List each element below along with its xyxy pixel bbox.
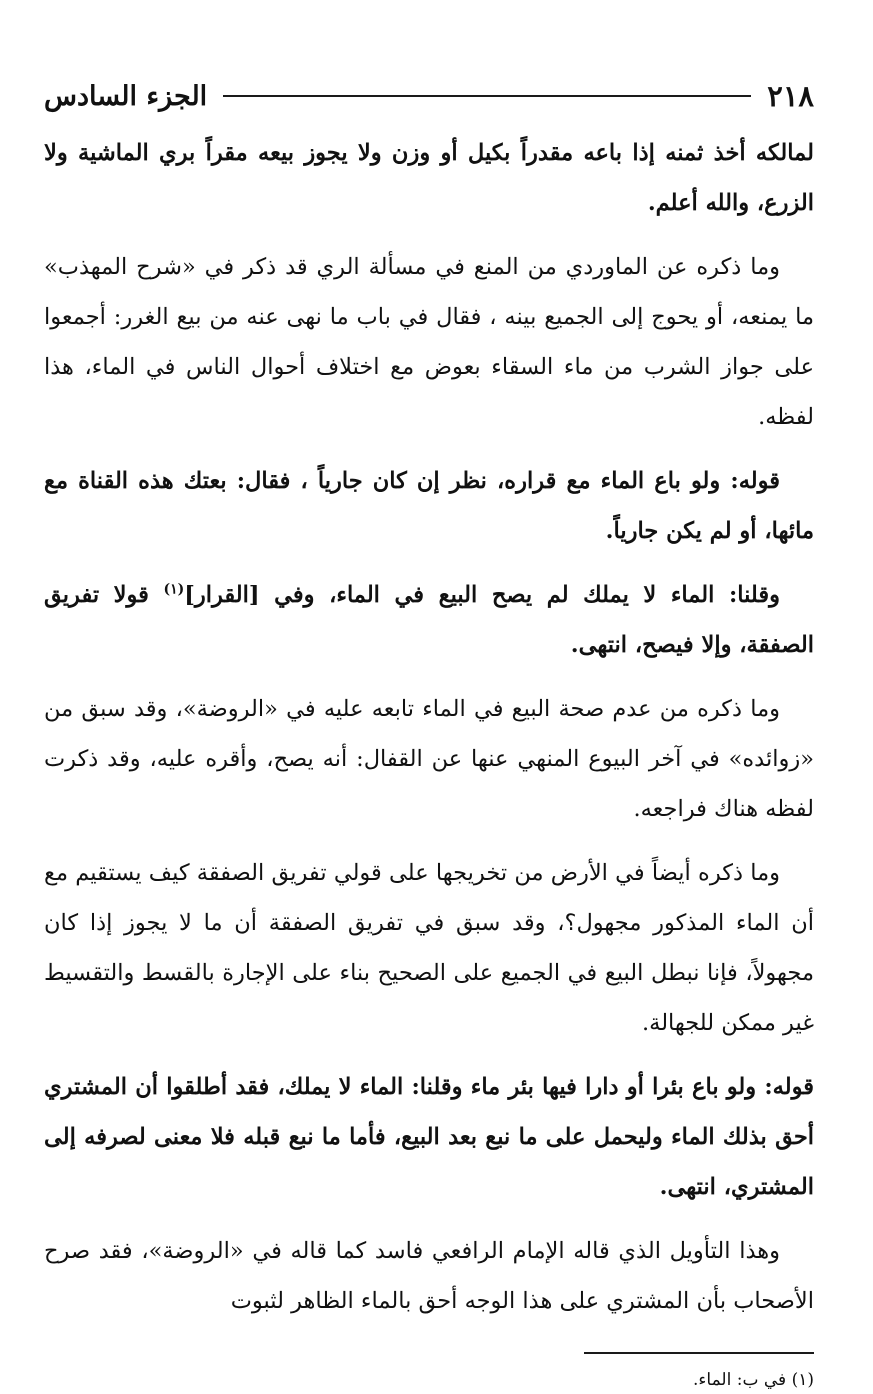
paragraph-7: قوله: ولو باع بئرا أو دارا فيها بئر ماء وقلنا: الماء لا يملك، فقد أطلقوا أن المشتري أحق بذلك الماء وليحمل على ما نبع بعد البيع، فأما ما نبع قبله فلا معنى لصرفه إلى المشتري، انتهى. <box>44 1074 814 1200</box>
paragraph-4-text-after: قولا تفريق الصفقة، وإلا فيصح، انتهى. <box>44 582 814 658</box>
page-number: ٢١٨ <box>767 78 814 113</box>
paragraph-4-text-before: وقلنا: الماء لا يملك لم يصح البيع في الماء، وفي [القرار] <box>184 582 780 608</box>
page-header <box>44 70 814 122</box>
footnote-rule <box>584 1352 814 1354</box>
paragraph-4 <box>44 570 814 670</box>
volume-title: الجزء السادس <box>44 80 208 112</box>
document-page <box>44 70 814 1390</box>
footnote: (١) في ب: الماء. <box>693 1370 814 1390</box>
paragraph-6: وما ذكره أيضاً في الأرض من تخريجها على قولي تفريق الصفقة كيف يستقيم مع أن الماء المذكور مجهول؟، وقد سبق في تفريق الصفقة أن ما لا يجوز إذا كان مجهولاً، فإنا نبطل البيع في الجميع على الصحيح بناء على الإجارة بالقسط والتقسيط غير ممكن للجهالة. <box>44 860 814 1036</box>
paragraph-3: قوله: ولو باع الماء مع قراره، نظر إن كان جارياً ، فقال: بعتك هذه القناة مع مائها، أو لم يكن جارياً. <box>44 468 814 544</box>
paragraph-1: لمالكه أخذ ثمنه إذا باعه مقدراً بكيل أو وزن ولا يجوز بيعه مقراً بري الماشية ولا الزرع، والله أعلم. <box>44 140 814 216</box>
header-rule <box>223 95 751 97</box>
paragraph-5: وما ذكره من عدم صحة البيع في الماء تابعه عليه في «الروضة»، وقد سبق من «زوائده» في آخر البيوع المنهي عنها عن القفال: أنه يصح، وأقره عليه، وقد ذكرت لفظه هناك فراجعه. <box>44 696 814 822</box>
page-body <box>44 128 814 1326</box>
paragraph-8: وهذا التأويل الذي قاله الإمام الرافعي فاسد كما قاله في «الروضة»، فقد صرح الأصحاب بأن المشتري على هذا الوجه أحق بالماء الظاهر لثبوت <box>44 1238 814 1314</box>
paragraph-2: وما ذكره عن الماوردي من المنع في مسألة الري قد ذكر في «شرح المهذب» ما يمنعه، أو يحوج إلى الجميع بينه ، فقال في باب ما نهى عنه من بيع الغرر: أجمعوا على جواز الشرب من ماء السقاء بعوض مع اختلاف أحوال الناس في الماء، هذا لفظه. <box>44 254 814 430</box>
footnote-reference: (١) <box>163 581 185 598</box>
